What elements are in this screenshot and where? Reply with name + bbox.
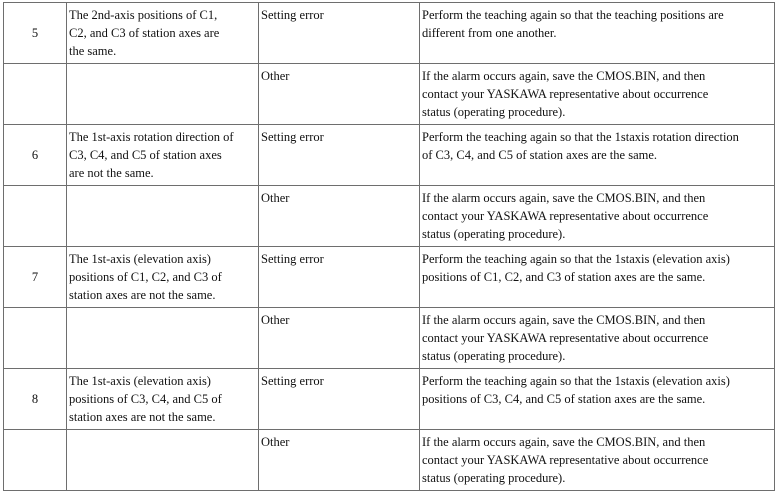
table-row bbox=[4, 247, 775, 308]
cause-cell bbox=[67, 3, 259, 64]
error-type-cell: Other bbox=[259, 186, 420, 247]
table-row bbox=[4, 3, 775, 64]
cause-line: C3, C4, and C5 of station axes bbox=[69, 148, 222, 162]
remedy-line: of C3, C4, and C5 of station axes are the same. bbox=[422, 148, 658, 162]
error-type-cell: Other bbox=[259, 64, 420, 125]
remedy-line: Perform the teaching again so that the teaching positions are bbox=[422, 8, 724, 22]
remedy-line: status (operating procedure). bbox=[422, 471, 566, 485]
table-row bbox=[4, 369, 775, 430]
cause-cell bbox=[67, 369, 259, 430]
cause-line: station axes are not the same. bbox=[69, 288, 216, 302]
remedy-line: status (operating procedure). bbox=[422, 349, 566, 363]
remedy-cell bbox=[420, 125, 775, 186]
empty-number-cell bbox=[4, 430, 67, 491]
remedy-line: If the alarm occurs again, save the CMOS.BIN, and then bbox=[422, 191, 706, 205]
table-row bbox=[4, 64, 775, 125]
remedy-cell bbox=[420, 186, 775, 247]
cause-line: The 1st-axis (elevation axis) bbox=[69, 252, 211, 266]
cause-line: are not the same. bbox=[69, 166, 154, 180]
remedy-cell bbox=[420, 308, 775, 369]
remedy-cell bbox=[420, 247, 775, 308]
remedy-line: contact your YASKAWA representative about occurrence bbox=[422, 209, 709, 223]
cause-line: The 2nd-axis positions of C1, bbox=[69, 8, 218, 22]
empty-cause-cell bbox=[67, 186, 259, 247]
remedy-line: contact your YASKAWA representative about occurrence bbox=[422, 87, 709, 101]
table-row bbox=[4, 430, 775, 491]
empty-cause-cell bbox=[67, 430, 259, 491]
cause-line: station axes are not the same. bbox=[69, 410, 216, 424]
remedy-line: different from one another. bbox=[422, 26, 557, 40]
error-type-cell: Setting error bbox=[259, 125, 420, 186]
remedy-line: Perform the teaching again so that the 1staxis (elevation axis) bbox=[422, 374, 730, 388]
cause-line: positions of C1, C2, and C3 of bbox=[69, 270, 222, 284]
remedy-line: contact your YASKAWA representative about occurrence bbox=[422, 331, 709, 345]
remedy-line: positions of C1, C2, and C3 of station axes are the same. bbox=[422, 270, 706, 284]
remedy-cell bbox=[420, 3, 775, 64]
table-row bbox=[4, 186, 775, 247]
remedy-cell bbox=[420, 64, 775, 125]
empty-number-cell bbox=[4, 64, 67, 125]
alarm-number-cell: 7 bbox=[4, 247, 67, 308]
error-type-cell: Setting error bbox=[259, 369, 420, 430]
remedy-line: If the alarm occurs again, save the CMOS.BIN, and then bbox=[422, 313, 706, 327]
alarm-number-cell: 8 bbox=[4, 369, 67, 430]
remedy-cell bbox=[420, 369, 775, 430]
table-row bbox=[4, 125, 775, 186]
empty-cause-cell bbox=[67, 308, 259, 369]
cause-line: the same. bbox=[69, 44, 117, 58]
error-type-cell: Setting error bbox=[259, 3, 420, 64]
remedy-line: positions of C3, C4, and C5 of station axes are the same. bbox=[422, 392, 706, 406]
table-row bbox=[4, 308, 775, 369]
cause-line: The 1st-axis (elevation axis) bbox=[69, 374, 211, 388]
cause-line: The 1st-axis rotation direction of bbox=[69, 130, 234, 144]
empty-number-cell bbox=[4, 308, 67, 369]
empty-number-cell bbox=[4, 186, 67, 247]
alarm-table-body bbox=[4, 3, 775, 491]
remedy-line: contact your YASKAWA representative about occurrence bbox=[422, 453, 709, 467]
alarm-remedy-table bbox=[3, 2, 775, 491]
cause-cell bbox=[67, 125, 259, 186]
alarm-number-cell: 5 bbox=[4, 3, 67, 64]
remedy-line: If the alarm occurs again, save the CMOS.BIN, and then bbox=[422, 435, 706, 449]
empty-cause-cell bbox=[67, 64, 259, 125]
error-type-cell: Other bbox=[259, 308, 420, 369]
remedy-line: If the alarm occurs again, save the CMOS.BIN, and then bbox=[422, 69, 706, 83]
cause-cell bbox=[67, 247, 259, 308]
error-type-cell: Other bbox=[259, 430, 420, 491]
remedy-cell bbox=[420, 430, 775, 491]
cause-line: positions of C3, C4, and C5 of bbox=[69, 392, 222, 406]
error-type-cell: Setting error bbox=[259, 247, 420, 308]
remedy-line: status (operating procedure). bbox=[422, 105, 566, 119]
remedy-line: Perform the teaching again so that the 1staxis rotation direction bbox=[422, 130, 739, 144]
remedy-line: Perform the teaching again so that the 1staxis (elevation axis) bbox=[422, 252, 730, 266]
remedy-line: status (operating procedure). bbox=[422, 227, 566, 241]
alarm-number-cell: 6 bbox=[4, 125, 67, 186]
cause-line: C2, and C3 of station axes are bbox=[69, 26, 220, 40]
